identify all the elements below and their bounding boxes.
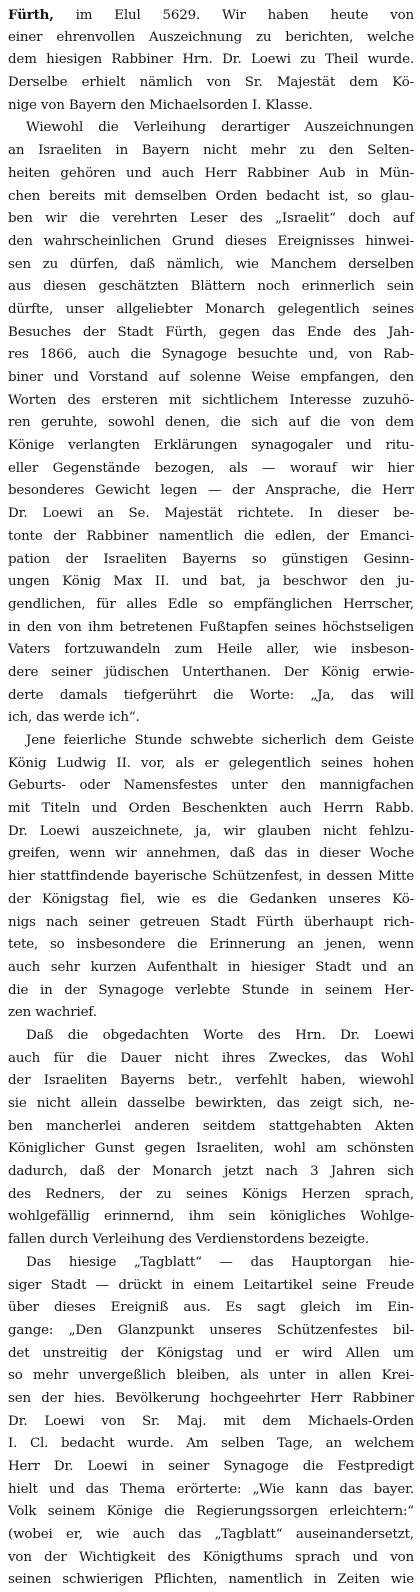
text-line: pation der Israeliten Bayerns so günstigen Gesinn-: [8, 551, 414, 567]
text-line: gendlichen, für alles Edle so empfänglichen Herrscher,: [8, 596, 414, 612]
text-line: zen wachrief.: [8, 1005, 97, 1021]
text-line: besonderes Gewicht legen — der Ansprache, die Herr: [8, 483, 414, 499]
text-line: Fürth, im Elul 5629. Wir haben heute von: [8, 7, 414, 23]
text-line: derte damals tiefgerührt die Worte: „Ja, das will: [8, 687, 414, 703]
text-line: des Redners, der zu seines Königs Herzen sprach,: [8, 1186, 414, 1202]
text-line: Worten des ersteren mit sichtlichem Interesse zuzuhö-: [8, 392, 414, 408]
text-line: ich, das werde ich“.: [8, 710, 140, 726]
text-line: tete, so insbesondere die Erinnerung an jenen, wenn: [8, 937, 414, 953]
text-line: der Israeliten Bayerns betr., verfehlt haben, wiewohl: [8, 1073, 414, 1089]
text-line: wohlgefällig erinnernd, ihm sein königliches Wohlge-: [8, 1209, 414, 1225]
text-line: den wahrscheinlichen Grund dieses Ereignisses hinwei-: [8, 233, 414, 249]
text-line: dadurch, daß der Monarch jetzt nach 3 Jahren sich: [8, 1164, 414, 1180]
text-line: eller Gegenstände bezogen, als — worauf wir hier: [8, 460, 414, 476]
text-line: mit Titeln und Orden Beschenkten auch Herrn Rabb.: [8, 801, 414, 817]
text-line: sen zu dürfen, daß nämlich, wie Manchem derselben: [8, 256, 414, 272]
text-line: so mehr unvergeßlich bleiben, als unter in allen Krei-: [8, 1368, 414, 1384]
text-line: ben mancherlei anderen seitdem stattgehabten Akten: [8, 1118, 414, 1134]
text-line: heiten gehören und auch Herr Rabbiner Aub in Mün-: [8, 165, 414, 181]
text-line: ren geruhte, sowohl denen, die sich auf die von dem: [8, 415, 414, 431]
text-line: sen der hies. Bevölkerung hochgeehrter Herr Rabbiner: [8, 1390, 414, 1406]
text-line: dürfte, unser allgeliebter Monarch gelegentlich seines: [8, 301, 414, 317]
text-line: aus diesen geschätzten Blättern noch erinnerlich sein: [8, 279, 414, 295]
text-line: ungen König Max II. und bat, ja beschwor den ju-: [8, 574, 414, 590]
text-line: in den von ihm betretenen Fußtapfen seines höchstseligen: [8, 619, 414, 635]
text-line: Herr Dr. Loewi in seiner Synagoge die Festpredigt: [8, 1459, 414, 1474]
text-line: greifen, wenn wir annehmen, daß das in dieser Woche: [8, 846, 414, 862]
text-line: der Königstag fiel, wie es die Gedanken unseres Kö-: [8, 891, 414, 907]
text-line: Jene feierliche Stunde schwebte sicherlich dem Geiste: [26, 733, 414, 748]
text-line: Dr. Loewi von Sr. Maj. mit dem Michaels-Orden: [8, 1413, 414, 1429]
text-line: Dr. Loewi auszeichnete, ja, wir glauben nicht fehlzu-: [8, 823, 414, 839]
text-line: det unstreitig der Königstag und er wird Allen um: [8, 1345, 414, 1361]
text-line: König Ludwig II. vor, als er gelegentlich seines hohen: [8, 755, 414, 771]
text-line: Daß die obgedachten Worte des Hrn. Dr. Loewi: [26, 1027, 414, 1043]
text-line: einer ehrenvollen Auszeichnung zu berichten, welche: [8, 29, 414, 45]
text-line: siger Stadt — drückt in einem Leitartikel seine Freude: [8, 1277, 414, 1293]
text-line: Vaters fortzuwandeln zum Heile aller, wie insbeson-: [8, 642, 414, 658]
text-line: (wobei er, wie auch das „Tagblatt“ auseinandersetzt,: [8, 1527, 414, 1543]
text-line: Derselbe erhielt nämlich von Sr. Majestät dem Kö-: [8, 75, 414, 91]
text-line: hielt und das Thema erörterte: „Wie kann das bayer.: [8, 1481, 414, 1497]
text-line: auch für die Dauer nicht ihres Zweckes, das Wohl: [8, 1050, 414, 1066]
text-line: Geburts- oder Namensfestes unter den mannigfachen: [8, 778, 414, 794]
text-line: über dieses Ereigniß aus. Es sagt gleich im Ein-: [8, 1300, 414, 1316]
text-line: res 1866, auch die Synagoge besuchte und, von Rab-: [8, 347, 414, 363]
text-line: nige von Bayern den Michaelsorden I. Klasse.: [8, 97, 313, 113]
text-line: dem hiesigen Rabbiner Hrn. Dr. Loewi zu Theil wurde.: [8, 52, 414, 68]
text-line: biner und Vorstand auf solenne Weise empfangen, den: [8, 370, 414, 385]
text-line: Wiewohl die Verleihung derartiger Auszeichnungen: [26, 120, 414, 136]
text-line: Königlicher Gunst gegen Israeliten, wohl am schönsten: [8, 1141, 414, 1157]
text-line: Besuches der Stadt Fürth, gegen das Ende des Jah-: [8, 324, 414, 340]
text-line: Das hiesige „Tagblatt“ — das Hauptorgan hie-: [26, 1254, 414, 1270]
text-line: ben wir die verehrten Leser des „Israelit“ doch auf: [8, 211, 414, 227]
text-line: Könige verlangten Erklärungen synagogaler und ritu-: [8, 438, 414, 454]
text-line: fallen durch Verleihung des Verdienstordens bezeigte.: [8, 1232, 369, 1248]
text-line: hier stattfindende bayerische Schützenfest, in dessen Mitte: [8, 869, 414, 885]
text-line: gange: „Den Glanzpunkt unseres Schützenfestes bil-: [8, 1322, 414, 1338]
text-line: nigs nach seiner getreuen Stadt Fürth überhaupt rich-: [8, 914, 414, 930]
text-line: von der Wichtigkeit des Königthums sprach und von: [8, 1549, 414, 1565]
text-line: die in der Synagoge verlebte Stunde in seinem Her-: [8, 982, 414, 998]
text-line: chen bereits mit demselben Orden bedacht ist, so glau-: [8, 188, 414, 204]
text-line: I. Cl. bedacht wurde. Am selben Tage, an welchem: [8, 1436, 414, 1452]
text-line: dere seiner jüdischen Unterthanen. Der König erwie-: [8, 664, 414, 680]
dateline-place: Fürth,: [8, 7, 54, 23]
text-line: an Israeliten in Bayern nicht mehr zu den Selten-: [8, 143, 414, 159]
text-line: Volk seinem Könige die Regierungssorgen erleichtern:“: [8, 1504, 414, 1520]
text-line: seinen schwierigen Pflichten, namentlich in Zeiten wie: [8, 1572, 414, 1588]
text-line: auch sehr kurzen Aufenthalt in hiesiger Stadt und an: [8, 959, 414, 975]
text-line: sie nicht allein dasselbe bewirkten, das zeigt sich, ne-: [8, 1096, 414, 1111]
text-line: Dr. Loewi an Se. Majestät richtete. In dieser be-: [8, 506, 414, 522]
text-line: tonte der Rabbiner namentlich die edlen, der Emanci-: [8, 528, 414, 544]
